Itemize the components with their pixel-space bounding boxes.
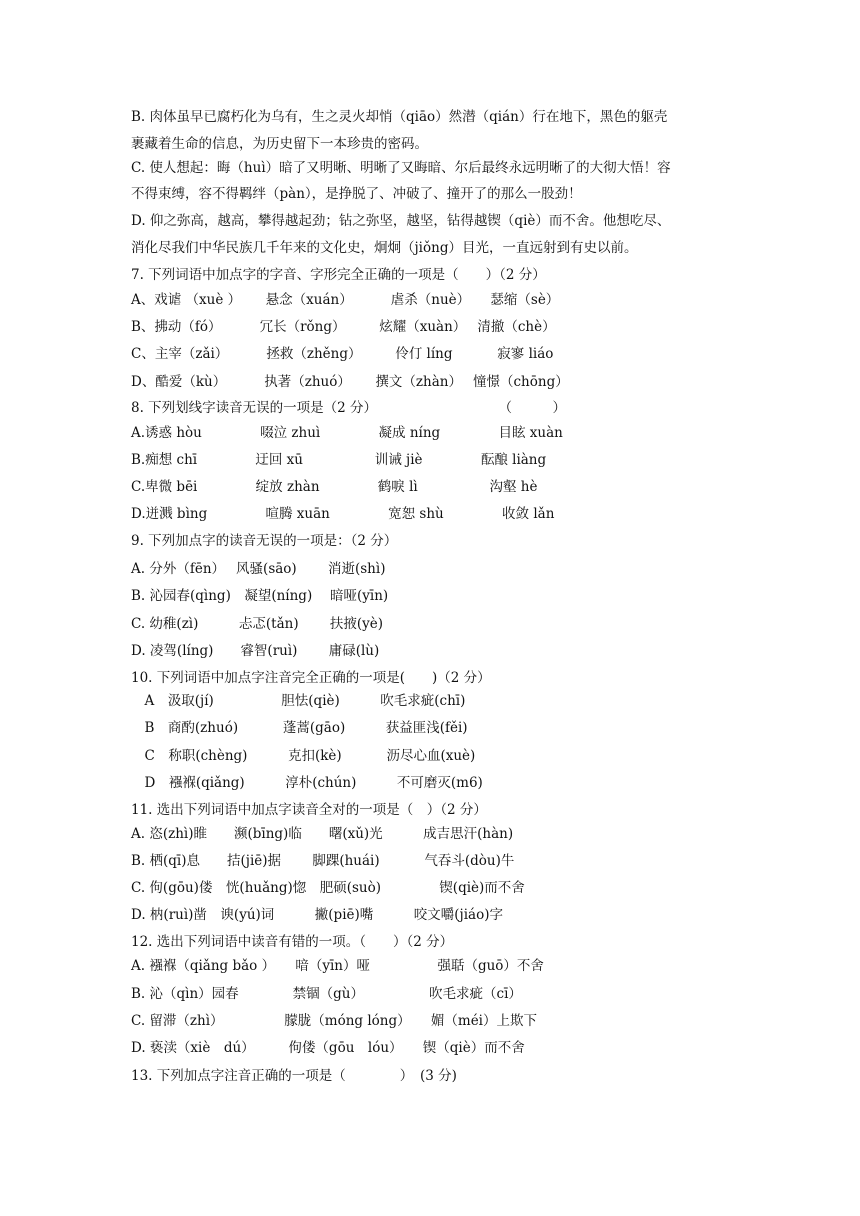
question-11: 11. 选出下列词语中加点字读音全对的一项是（ ）（2 分） <box>131 802 487 818</box>
option-line: D. 亵渎（xiè dú） 佝偻（gōu lóu） 锲（qiè）而不舍 <box>131 1040 525 1056</box>
option-line: A、戏谑 （xuè ） 悬念（xuán） 虐杀（nuè） 瑟缩（sè） <box>131 292 560 308</box>
text-line: 裹藏着生命的信息，为历史留下一本珍贵的密码。 <box>131 136 428 152</box>
text-line: B. 肉体虽早已腐朽化为乌有，生之灵火却悄（qiāo）然潜（qián）行在地下，黑色的躯壳 <box>131 109 668 125</box>
option-line: C、主宰（zǎi） 拯救（zhěng） 伶仃 líng 寂寥 liáo <box>131 346 554 362</box>
option-line: C 称职(chèng) 克扣(kè) 沥尽心血(xuè) <box>131 748 476 764</box>
option-line: D. 枘(ruì)凿 谀(yú)词 撇(piē)嘴 咬文嚼(jiáo)字 <box>131 907 503 923</box>
option-line: B.痴想 chī 迂回 xū 训诫 jiè 酝酿 liàng <box>131 452 547 468</box>
option-line: B. 栖(qī)息 拮(jiē)据 脚踝(huái) 气吞斗(dòu)牛 <box>131 853 515 869</box>
text-line: 消化尽我们中华民族几千年来的文化史，炯炯（jiǒng）目光，一直远射到有史以前。 <box>131 240 638 256</box>
option-line: D、酷爱（kù） 执著（zhuó） 撰文（zhàn） 憧憬（chōng） <box>131 374 569 390</box>
option-line: C. 幼稚(zì) 忐忑(tǎn) 扶掖(yè) <box>131 616 384 632</box>
option-line: A. 恣(zhì)睢 濒(bīng)临 曙(xǔ)光 成吉思汗(hàn) <box>131 826 514 842</box>
option-line: A.诱惑 hòu 啜泣 zhuì 凝成 níng 目眩 xuàn <box>131 425 563 441</box>
question-7: 7. 下列词语中加点字的字音、字形完全正确的一项是（ ）（2 分） <box>131 267 546 283</box>
question-13: 13. 下列加点字注音正确的一项是（ ） (3 分) <box>131 1068 457 1084</box>
option-line: A. 襁褓（qiǎng bǎo ） 喑（yīn）哑 强聒（guō）不舍 <box>131 958 544 974</box>
option-line: B、拂动（fó） 冗长（rǒng） 炫耀（xuàn） 清撤（chè） <box>131 319 556 335</box>
option-line: A 汲取(jí) 胆怯(qiè) 吹毛求疵(chī) <box>131 693 466 709</box>
option-line: B. 沁（qìn）园春 禁锢（gù） 吹毛求疵（cī） <box>131 986 522 1002</box>
option-line: D.迸溅 bìng 喧腾 xuān 宽恕 shù 收敛 lǎn <box>131 506 555 522</box>
option-line: A. 分外（fēn） 风骚(sāo) 消逝(shì) <box>131 561 386 577</box>
option-line: D. 凌驾(líng) 睿智(ruì) 庸碌(lù) <box>131 643 380 659</box>
option-line: D 襁褓(qiǎng) 淳朴(chún) 不可磨灭(m6) <box>131 775 483 791</box>
question-12: 12. 选出下列词语中读音有错的一项。（ ）（2 分） <box>131 934 454 950</box>
option-line: C. 佝(gōu)偻 恍(huǎng)惚 肥硕(suò) 锲(qiè)而不舍 <box>131 880 525 896</box>
text-line: 不得束缚，容不得羁绊（pàn），是挣脱了、冲破了、撞开了的那么一股劲！ <box>131 186 582 202</box>
question-10: 10. 下列词语中加点字注音完全正确的一项是( )（2 分） <box>131 670 491 686</box>
option-line: B 商酌(zhuó) 蓬蒿(gāo) 获益匪浅(fěi) <box>131 720 468 736</box>
question-8: 8. 下列划线字读音无误的一项是（2 分） （ ） <box>131 400 567 416</box>
text-line: C. 使人想起：晦（huì）暗了又明晰、明晰了又晦暗、尔后最终永远明晰了的大彻大悟！容 <box>131 160 671 176</box>
option-line: C. 留滞（zhì） 朦胧（móng lóng） 媚（méi）上欺下 <box>131 1013 538 1029</box>
option-line: B. 沁园春(qìng) 凝望(níng) 暗哑(yīn) <box>131 588 389 604</box>
text-line: D. 仰之弥高，越高，攀得越起劲；钻之弥坚，越坚，钻得越锲（qiè）而不舍。他想吃尽、 <box>131 213 671 229</box>
question-9: 9. 下列加点字的读音无误的一项是：（2 分） <box>131 533 398 549</box>
option-line: C.卑微 bēi 绽放 zhàn 鹤唳 lì 沟壑 hè <box>131 479 538 495</box>
